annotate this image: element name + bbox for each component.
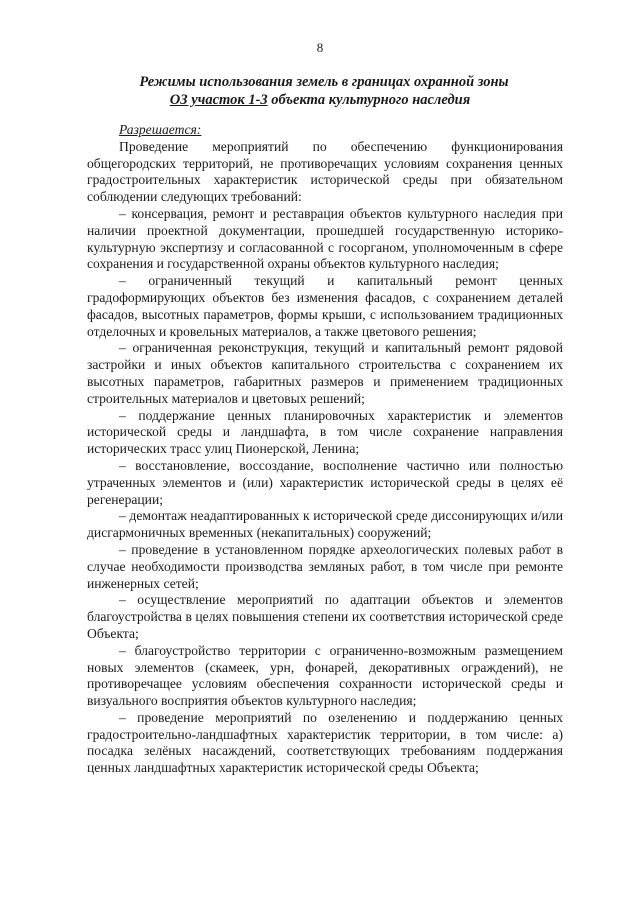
paragraph: – ограниченный текущий и капитальный ремонт ценных градоформирующих объектов без изменения фасадов, с сохранением деталей фасадов, высотных параметров, формы крыши, с использованием традиционных отделочных и кровельных материалов, а также цветового решения; (87, 273, 563, 339)
document-title-line-2 (0, 91, 640, 109)
paragraph: Проведение мероприятий по обеспечению функционирования общегородских территорий, не противоречащих условиям сохранения ценных градостроительных характеристик исторической среды при обязательном соблюдении следующих требований: (87, 138, 563, 205)
document-body (87, 122, 563, 777)
paragraph: – ограниченная реконструкция, текущий и капитальный ремонт рядовой застройки и иных объектов капитального строительства с сохранением их высотных параметров, габаритных размеров и применением традиционных строительных материалов и цветовых решений; (87, 340, 563, 406)
paragraph: – консервация, ремонт и реставрация объектов культурного наследия при наличии проектной документации, прошедшей государственную историко-культурную экспертизу и согласованной с госорганом, уполномоченным в сфере сохранения и государственной охраны объектов культурного наследия; (87, 205, 563, 272)
document-title-line-2-rest: объекта культурного наследия (267, 92, 471, 108)
paragraph: – проведение мероприятий по озеленению и поддержанию ценных градостроительно-ландшафтных характеристик территории, в том числе: а) посадка зелёных насаждений, соответствующих требованиям поддержания ценных ландшафтных характеристик исторической среды Объекта; (87, 709, 563, 776)
paragraph: – проведение в установленном порядке археологических полевых работ в случае необходимости производства земляных работ, в том числе при ремонте инженерных сетей; (87, 541, 563, 591)
page-number: 8 (316, 40, 324, 55)
paragraph: – благоустройство территории с ограниченно-возможным размещением новых элементов (скамеек, урн, фонарей, декоративных ограждений), не противоречащее условиям обеспечения сохранности исторической среды и визуального восприятия объектов культурного наследия; (87, 642, 563, 709)
paragraph: – демонтаж неадаптированных к исторической среде диссонирующих и/или дисгармоничных временных (некапитальных) сооружений; (87, 508, 563, 541)
zone-name: ОЗ участок 1-3 (169, 92, 268, 108)
document-title-line-1: Режимы использования земель в границах охранной зоны (139, 74, 509, 90)
section-heading: Разрешается: (119, 122, 202, 137)
paragraph: – поддержание ценных планировочных характеристик и элементов исторической среды и ландшафта, в том числе сохранение направления исторических трасс улиц Пионерской, Ленина; (87, 407, 563, 457)
paragraph: – восстановление, воссоздание, восполнение частично или полностью утраченных элементов и (или) характеристик исторической среды в целях её регенерации; (87, 457, 563, 507)
paragraph: – осуществление мероприятий по адаптации объектов и элементов благоустройства в целях повышения степени их соответствия исторической среде Объекта; (87, 592, 563, 641)
